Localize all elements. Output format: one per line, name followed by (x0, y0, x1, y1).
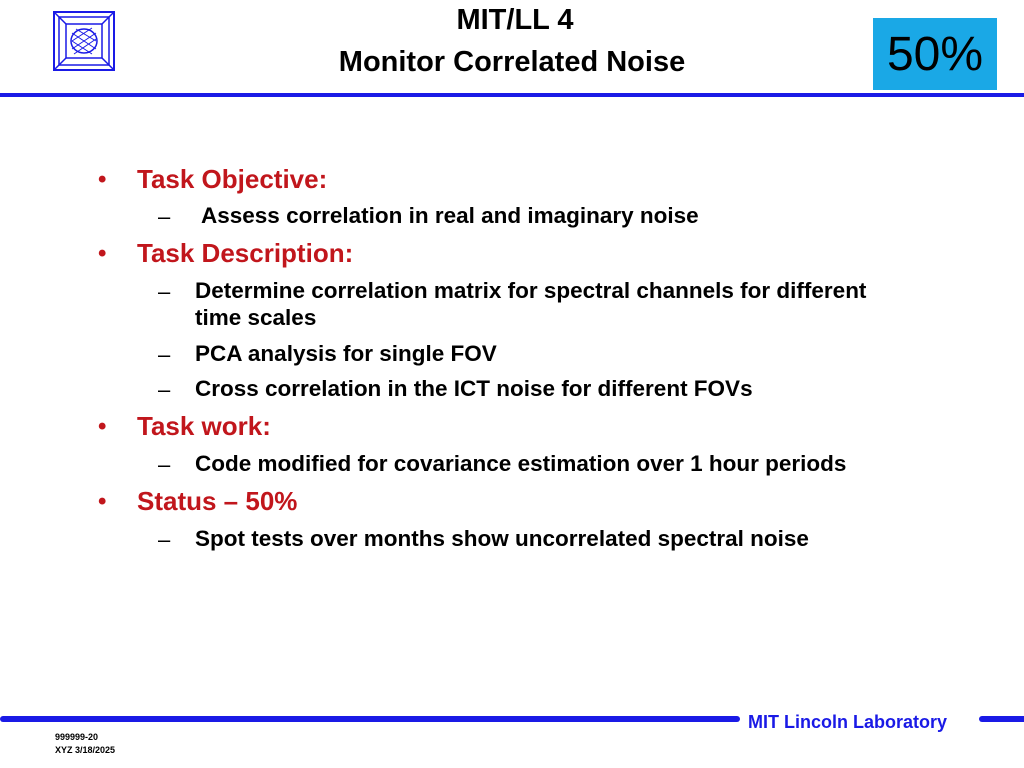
list-item: PCA analysis for single FOV (195, 341, 497, 366)
bullet-icon: • (98, 240, 107, 267)
dash-icon: – (158, 452, 171, 477)
list-item: Determine correlation matrix for spectral channels for different time scales (195, 278, 867, 330)
lab-name: MIT Lincoln Laboratory (748, 712, 948, 732)
list-item: Cross correlation in the ICT noise for different FOVs (195, 376, 753, 401)
section-heading-objective: Task Objective: (137, 164, 328, 194)
progress-badge: 50% (873, 18, 997, 90)
slide-title-line2: Monitor Correlated Noise (338, 46, 686, 78)
dash-icon: – (158, 279, 171, 304)
dash-icon: – (158, 377, 171, 402)
section-heading-work: Task work: (137, 411, 271, 441)
list-item: Assess correlation in real and imaginary noise (201, 203, 699, 228)
dash-icon: – (158, 527, 171, 552)
slide-title-line1: MIT/LL 4 (456, 4, 574, 36)
section-heading-status: Status – 50% (137, 486, 298, 516)
list-item: Spot tests over months show uncorrelated spectral noise (195, 526, 809, 551)
list-item: Code modified for covariance estimation over 1 hour periods (195, 451, 847, 476)
dash-icon: – (158, 342, 171, 367)
bullet-icon: • (98, 166, 107, 193)
doc-author-date: XYZ 3/18/2025 (55, 745, 116, 755)
dash-icon: – (158, 204, 171, 229)
bullet-icon: • (98, 413, 107, 440)
doc-number: 999999-20 (55, 732, 99, 742)
section-heading-description: Task Description: (137, 238, 354, 268)
bullet-icon: • (98, 488, 107, 515)
footer-divider-right (979, 716, 1024, 722)
footer-divider-left (0, 716, 740, 722)
